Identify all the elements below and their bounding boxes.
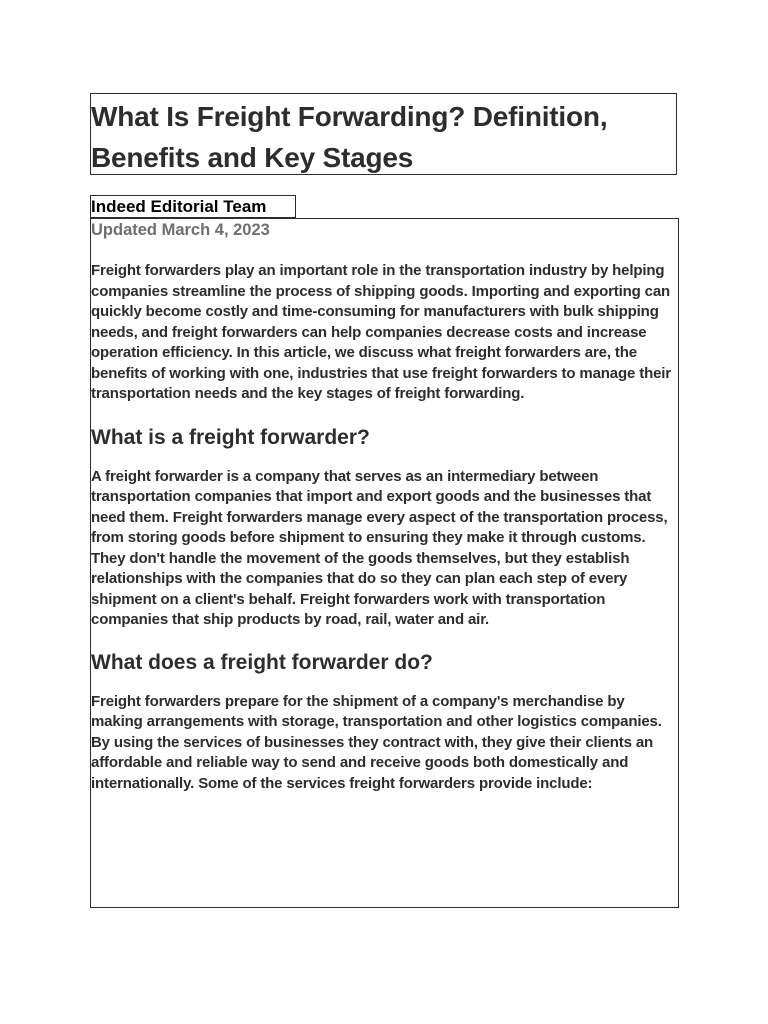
section-heading-what-does: What does a freight forwarder do? [91, 650, 433, 674]
section-heading-what-is: What is a freight forwarder? [91, 425, 370, 449]
article-title: What Is Freight Forwarding? Definition, Benefits and Key Stages [91, 101, 608, 173]
updated-date: Updated March 4, 2023 [91, 221, 270, 239]
author-box [90, 195, 296, 218]
section-body-what-is: A freight forwarder is a company that serves as an intermediary between transportation companies that import and export goods and the businesses that need them. Freight forwarders manage every aspect of the transportation process, from storing goods before shipment to ensuring they make it through customs. They don't handle the movement of the goods themselves, but they establish relationships with the companies that do so they can plan each step of every shipment on a client's behalf. Freight forwarders work with transportation companies that ship products by road, rail, water and air. [91, 467, 668, 628]
intro-paragraph: Freight forwarders play an important role in the transportation industry by helping companies streamline the process of shipping goods. Importing and exporting can quickly become costly and time-consuming for manufacturers with bulk shipping needs, and freight forwarders can help companies decrease costs and increase operation efficiency. In this article, we discuss what freight forwarders are, the benefits of working with one, industries that use freight forwarders to manage their transportation needs and the key stages of freight forwarding. [91, 262, 671, 402]
author-name: Indeed Editorial Team [91, 197, 267, 216]
section-body-what-does: Freight forwarders prepare for the shipment of a company's merchandise by making arrangements with storage, transportation and other logistics companies. By using the services of businesses they contract with, they give their clients an affordable and reliable way to send and receive goods both domestically and internationally. Some of the services freight forwarders provide include: [91, 692, 662, 792]
article-content [90, 218, 679, 908]
title-box [90, 93, 677, 175]
